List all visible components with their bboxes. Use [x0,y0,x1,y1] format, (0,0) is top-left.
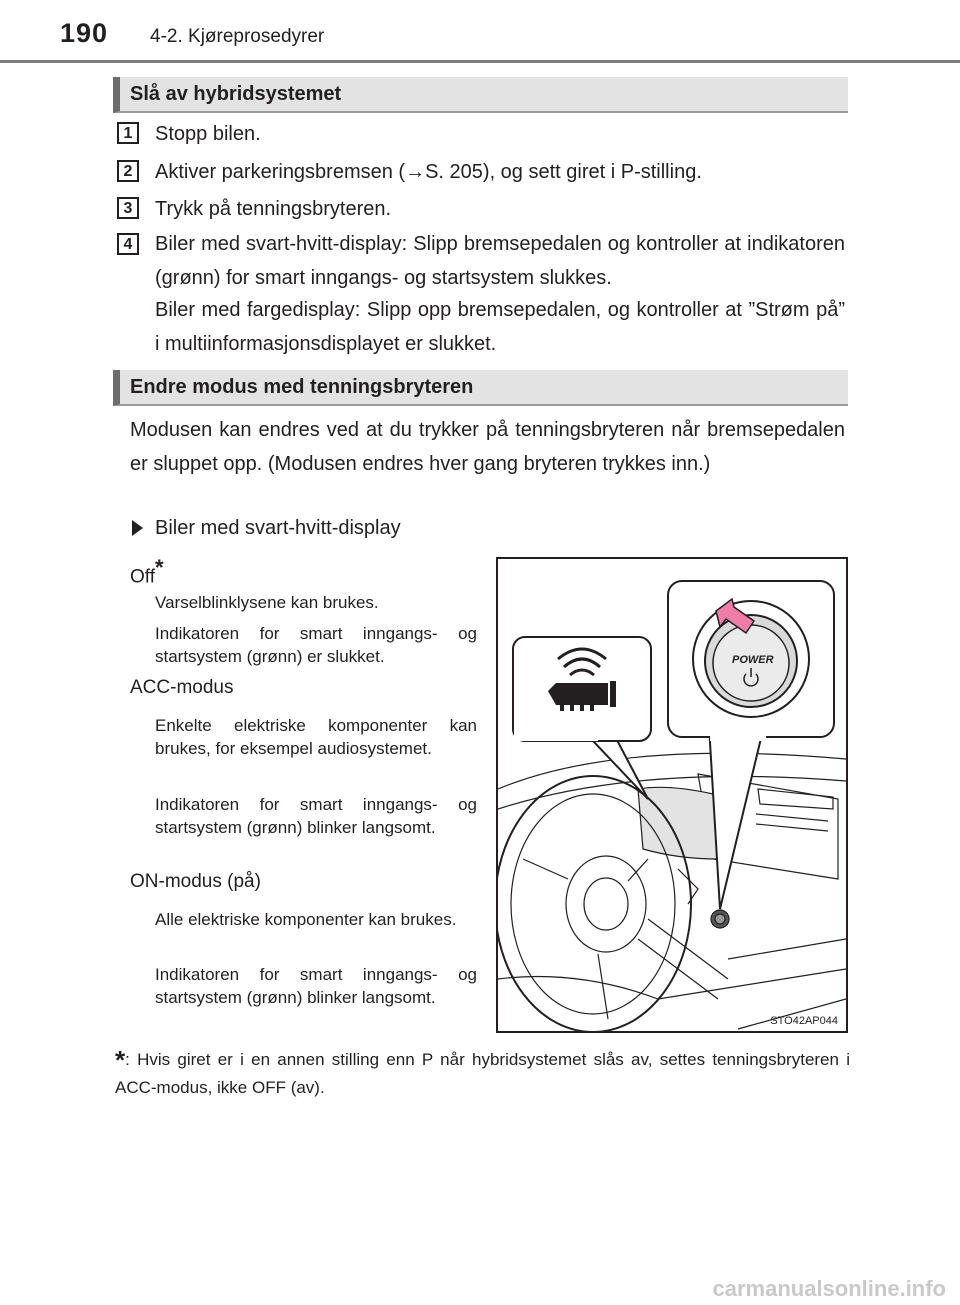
mode-title-text: Off [130,566,155,588]
section-heading-shutdown: Slå av hybridsystemet [113,77,848,113]
bullet-heading: Biler med svart-hvitt-display [155,517,401,539]
footnote-marker: * [155,555,164,580]
mode-desc: Alle elektriske komponenter kan brukes. [155,910,457,929]
bullet-arrow-icon [132,520,143,536]
mode-desc: Indikatoren for smart inngangs- og startsystem (grønn) er slukket. [155,624,477,666]
step-number: 4 [117,233,139,255]
mode-desc: Indikatoren for smart inngangs- og startsystem (grønn) blinker langsomt. [155,965,477,1007]
footnote-asterisk: * [115,1045,126,1075]
step-number: 1 [117,122,139,144]
page-number: 190 [60,18,109,48]
dashboard-illustration [496,557,848,1033]
step-number: 2 [117,160,139,182]
figure-code: STO42AP044 [770,1015,838,1027]
power-button-label: POWER [732,654,774,666]
footnote-text: : Hvis giret er i en annen stilling enn P når hybridsystemet slås av, settes tenningsbryteren i ACC-modus, ikke OFF (av). [115,1050,850,1097]
indicator-callout [513,637,651,799]
footnote [115,1046,850,1101]
step-number: 3 [117,197,139,219]
section-heading-modes: Endre modus med tenningsbryteren [113,370,848,406]
dashboard-drawing [498,559,846,1031]
step-text: Trykk på tenningsbryteren. [155,198,392,220]
mode-desc: Enkelte elektriske komponenter kan brukes, for eksempel audiosystemet. [155,716,477,758]
mode-title-off [130,555,164,588]
power-button-callout [668,581,834,909]
mode-title-acc: ACC-modus [130,677,234,698]
step-text: Biler med svart-hvitt-display: Slipp bremsepedalen og kontroller at indikatoren (grønn) for smart inngangs- og startsystem slukkes. [155,233,845,289]
watermark: carmanualsonline.info [712,1276,946,1301]
step-text: Stopp bilen. [155,123,261,145]
mode-title-on: ON-modus (på) [130,871,261,892]
section-intro: Modusen kan endres ved at du trykker på tenningsbryteren når bremsepedalen er sluppet opp. (Modusen endres hver gang bryteren trykkes inn.) [130,419,845,475]
chapter-title: 4-2. Kjøreprosedyrer [150,26,325,47]
step-text: Aktiver parkeringsbremsen (→S. 205), og sett giret i P-stilling. [155,161,702,183]
step-text-continued: Biler med fargedisplay: Slipp opp bremsepedalen, og kontroller at ”Strøm på” i multiinformasjonsdisplayet er slukket. [155,299,845,355]
mode-desc: Indikatoren for smart inngangs- og startsystem (grønn) blinker langsomt. [155,795,477,837]
header-divider [0,60,960,63]
mode-desc: Varselblinklysene kan brukes. [155,593,379,612]
